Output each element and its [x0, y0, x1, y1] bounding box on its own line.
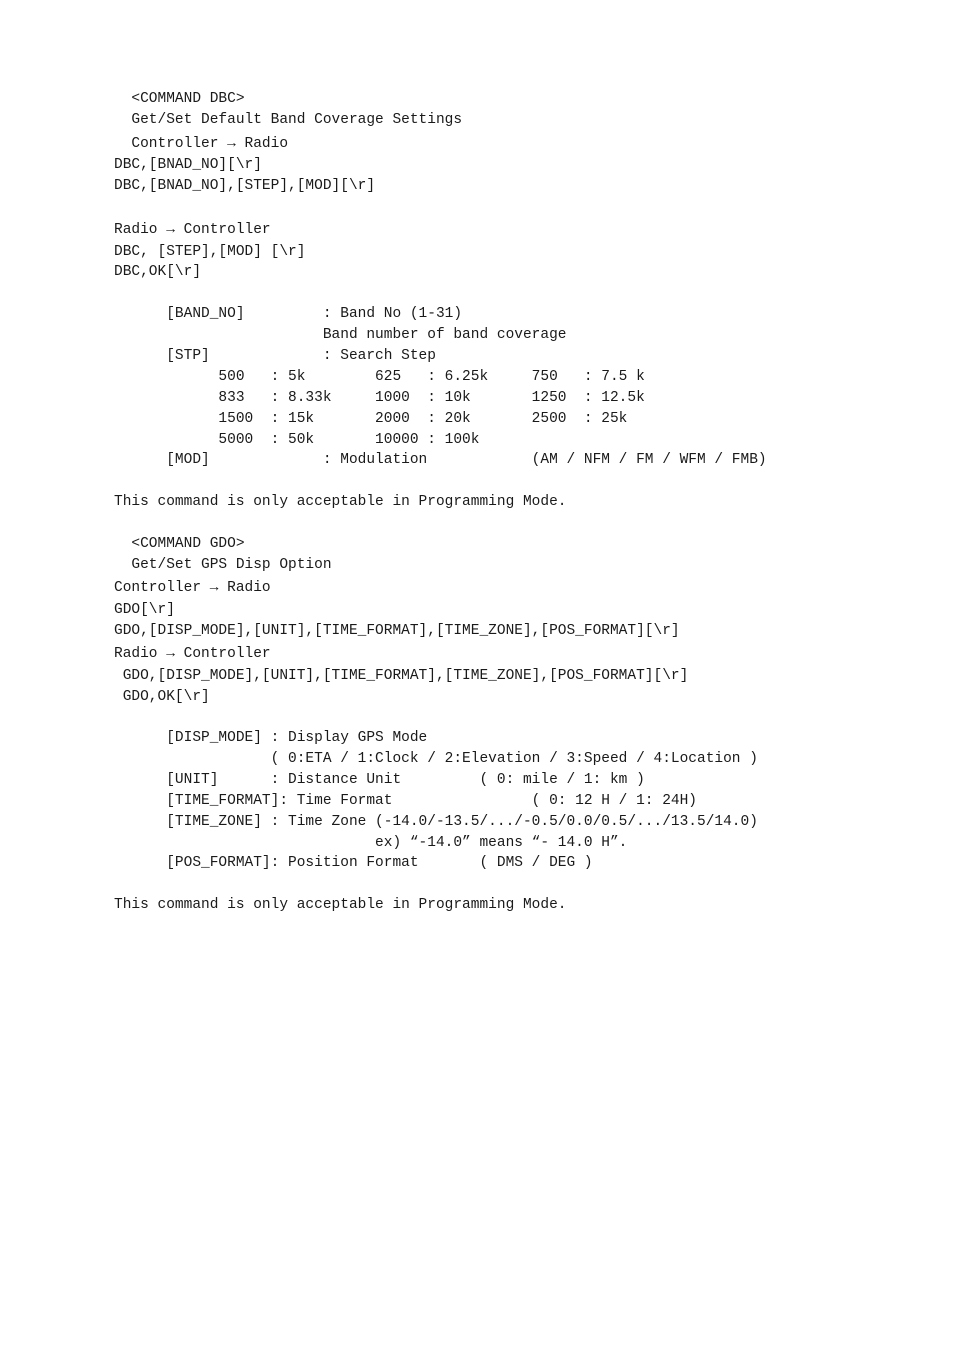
gdo-ok-response: GDO,OK[\r] — [114, 689, 210, 705]
gdo-radio-to-controller-label: Radio → Controller — [114, 646, 271, 662]
gdo-param-line: [POS_FORMAT]: Position Format ( DMS / DEG ) — [114, 855, 593, 871]
dbc-step-row: 833 : 8.33k 1000 : 10k 1250 : 12.5k — [114, 390, 645, 406]
gdo-get-command: GDO[\r] — [114, 602, 175, 618]
dbc-heading: <COMMAND DBC> — [114, 91, 245, 107]
dbc-ok-response: DBC,OK[\r] — [114, 264, 202, 280]
dbc-param-line: [STP] : Search Step — [114, 348, 436, 364]
dbc-get-command: DBC,[BNAD_NO][\r] — [114, 157, 262, 173]
dbc-param-line: [MOD] : Modulation (AM / NFM / FM / WFM / FMB) — [114, 452, 767, 468]
gdo-param-line: ( 0:ETA / 1:Clock / 2:Elevation / 3:Speed / 4:Location ) — [114, 751, 758, 767]
dbc-title: Get/Set Default Band Coverage Settings — [114, 112, 463, 128]
dbc-get-response: DBC, [STEP],[MOD] [\r] — [114, 244, 306, 260]
dbc-controller-to-radio-label: Controller → Radio — [114, 136, 289, 152]
dbc-step-row: 1500 : 15k 2000 : 20k 2500 : 25k — [114, 411, 628, 427]
gdo-note: This command is only acceptable in Programming Mode. — [114, 897, 567, 913]
gdo-param-line: [TIME_ZONE] : Time Zone (-14.0/-13.5/.../-0.5/0.0/0.5/.../13.5/14.0) — [114, 814, 758, 830]
gdo-get-response: GDO,[DISP_MODE],[UNIT],[TIME_FORMAT],[TIME_ZONE],[POS_FORMAT][\r] — [114, 668, 689, 684]
gdo-controller-to-radio-label: Controller → Radio — [114, 580, 271, 596]
gdo-set-command: GDO,[DISP_MODE],[UNIT],[TIME_FORMAT],[TIME_ZONE],[POS_FORMAT][\r] — [114, 623, 680, 639]
gdo-param-line: [UNIT] : Distance Unit ( 0: mile / 1: km ) — [114, 772, 645, 788]
dbc-note: This command is only acceptable in Programming Mode. — [114, 494, 567, 510]
gdo-param-line: [TIME_FORMAT]: Time Format ( 0: 12 H / 1: 24H) — [114, 793, 697, 809]
dbc-param-line: Band number of band coverage — [114, 327, 567, 343]
dbc-set-command: DBC,[BNAD_NO],[STEP],[MOD][\r] — [114, 178, 376, 194]
gdo-param-line: [DISP_MODE] : Display GPS Mode — [114, 730, 428, 746]
dbc-radio-to-controller-label: Radio → Controller — [114, 222, 271, 238]
dbc-step-row: 5000 : 50k 10000 : 100k — [114, 432, 480, 448]
dbc-param-line: [BAND_NO] : Band No (1-31) — [114, 306, 463, 322]
gdo-title: Get/Set GPS Disp Option — [114, 557, 332, 573]
gdo-param-line: ex) “-14.0” means “- 14.0 H”. — [114, 835, 628, 851]
dbc-step-row: 500 : 5k 625 : 6.25k 750 : 7.5 k — [114, 369, 645, 385]
gdo-heading: <COMMAND GDO> — [114, 536, 245, 552]
